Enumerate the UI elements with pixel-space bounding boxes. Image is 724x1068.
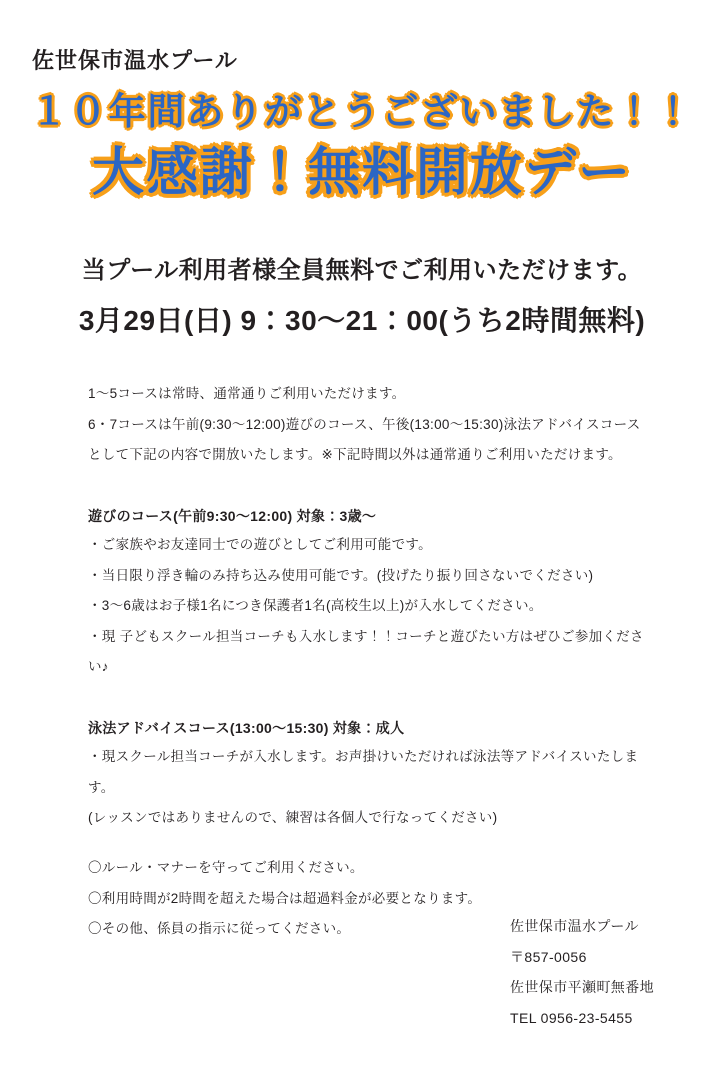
list-item: ・現 子どもスクール担当コーチも入水します！！コーチと遊びたい方はぜひご参加ください♪ <box>88 628 644 674</box>
intro-line-2: 6・7コースは午前(9:30〜12:00)遊びのコース、午後(13:00〜15:30)泳法アドバイスコース <box>88 416 641 432</box>
list-item: ・現スクール担当コーチが入水します。お声掛けいただければ泳法等アドバイスいたします。 <box>88 749 639 795</box>
list-item: ・ご家族やお友達同士での遊びとしてご利用可能です。 <box>88 537 432 553</box>
intro-line-1: 1〜5コースは常時、通常通りご利用いただけます。 <box>88 386 406 402</box>
note-item: 〇その他、係員の指示に従ってください。 <box>88 921 351 937</box>
footer-contact-block <box>510 911 654 1034</box>
headline-line-1: １０年間ありがとうございました！！ <box>30 91 694 132</box>
footer-facility-name: 佐世保市温水プール <box>510 917 639 934</box>
list-item: (レッスンではありませんので、練習は各個人で行なってください) <box>88 810 498 825</box>
spacer <box>88 470 656 480</box>
lead-statement-date-time: 3月29日(日) 9：30〜21：00(うち2時間無料) <box>78 305 646 337</box>
spacer <box>88 833 656 853</box>
list-item: ・当日限り浮き輪のみ持ち込み使用可能です。(投げたり振り回さないでください) <box>88 567 594 583</box>
section-heading-play-course: 遊びのコース(午前9:30〜12:00) 対象：3歳〜 <box>88 508 377 525</box>
footer-postal-code: 〒857-0056 <box>510 948 587 965</box>
lead-statement-free-use: 当プール利用者様全員無料でご利用いただけます。 <box>81 257 643 285</box>
note-item: 〇ルール・マナーを守ってご利用ください。 <box>88 860 364 876</box>
poster-page <box>0 44 724 1068</box>
footer-address: 佐世保市平瀬町無番地 <box>510 979 654 996</box>
footer-telephone: TEL 0956-23-5455 <box>510 1010 633 1027</box>
intro-line-3: として下記の内容で開放いたします。※下記時間以外は通常通りご利用いただけます。 <box>88 447 622 462</box>
section-heading-swim-advice-course: 泳法アドバイスコース(13:00〜15:30) 対象：成人 <box>88 720 405 737</box>
body-copy <box>28 379 696 944</box>
list-item: ・3〜6歳はお子様1名につき保護者1名(高校生以上)が入水してください。 <box>88 598 543 614</box>
facility-name: 佐世保市温水プール <box>32 48 238 73</box>
spacer <box>88 682 656 692</box>
headline-block <box>28 89 696 206</box>
note-item: 〇利用時間が2時間を超えた場合は超過料金が必要となります。 <box>88 890 482 906</box>
headline-line-2: 大感謝！無料開放デー <box>91 144 632 203</box>
